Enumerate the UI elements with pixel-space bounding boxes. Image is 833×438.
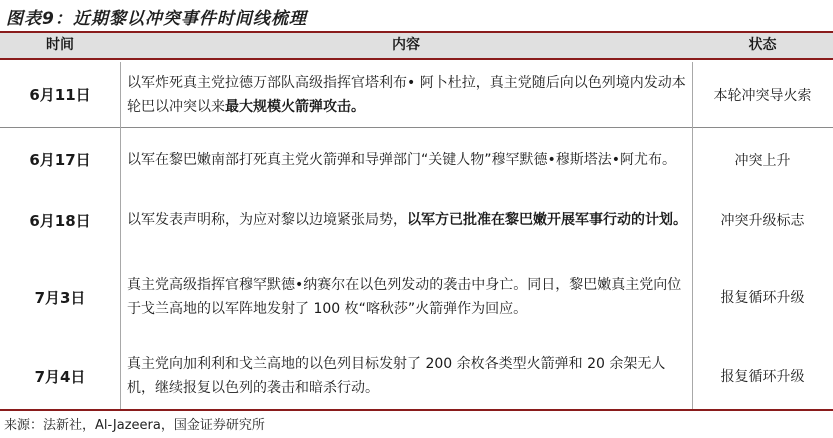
source-note: 来源：法新社，Al-Jazeera，国金证券研究所 (4, 418, 265, 433)
row-status: 冲突上升 (734, 152, 791, 169)
table-row (0, 62, 833, 127)
table-bottom-rule (0, 409, 833, 411)
row-date: 6月11日 (29, 86, 91, 104)
row-status: 冲突升级标志 (720, 213, 805, 229)
row-content-text: 以军在黎巴嫩南部打死真主党火箭弹和导弹部门“关键人物”穆罕默德•穆斯塔法•阿尤布。 (127, 151, 677, 168)
row-content (120, 345, 692, 407)
row-status: 报复循环升级 (720, 369, 805, 385)
row-content (120, 128, 692, 191)
row-status: 本轮冲突导火索 (713, 87, 812, 104)
header-status: 状态 (748, 37, 777, 53)
row-content-text: 真主党向加利利和戈兰高地的以色列目标发射了 200 余枚各类型火箭弹和 20 余架无人机，继续报复以色列的袭击和暗杀行动。 (127, 356, 666, 396)
header-content: 内容 (392, 37, 420, 53)
column-divider-right (692, 62, 693, 409)
row-content (120, 62, 692, 127)
row-content-bold: 以军方已批准在黎巴嫩开展军事行动的计划。 (407, 212, 687, 228)
figure-title: 图表9：近期黎以冲突事件时间线梳理 (6, 9, 307, 29)
row-date: 7月4日 (34, 367, 86, 386)
row-content-text: 以军炸死真主党拉德万部队高级指挥官塔利布• 阿卜杜拉，真主党随后向以色列境内发动本轮巴以冲突以来 (127, 74, 686, 115)
table-row (0, 345, 833, 407)
row-content-text: 真主党高级指挥官穆罕默德•纳赛尔在以色列发动的袭击中身亡。同日，黎巴嫩真主党向位于戈兰高地的以军阵地发射了 100 枚“喀秋莎”火箭弹作为回应。 (127, 277, 682, 317)
row-content (120, 191, 692, 249)
table-row (0, 191, 833, 249)
row-date: 6月17日 (29, 151, 91, 169)
header-date: 时间 (46, 37, 74, 53)
row-content-text: 以军发表声明称，为应对黎以边境紧张局势， (127, 212, 407, 228)
column-divider-left (120, 62, 121, 409)
row-date: 7月3日 (34, 288, 86, 307)
row-status: 报复循环升级 (720, 290, 805, 306)
row-content-bold: 最大规模火箭弹攻击。 (225, 98, 365, 115)
row-date: 6月18日 (29, 211, 91, 230)
table-row (0, 252, 833, 342)
table-header (0, 33, 833, 60)
table-row (0, 128, 833, 191)
row-content (120, 252, 692, 342)
